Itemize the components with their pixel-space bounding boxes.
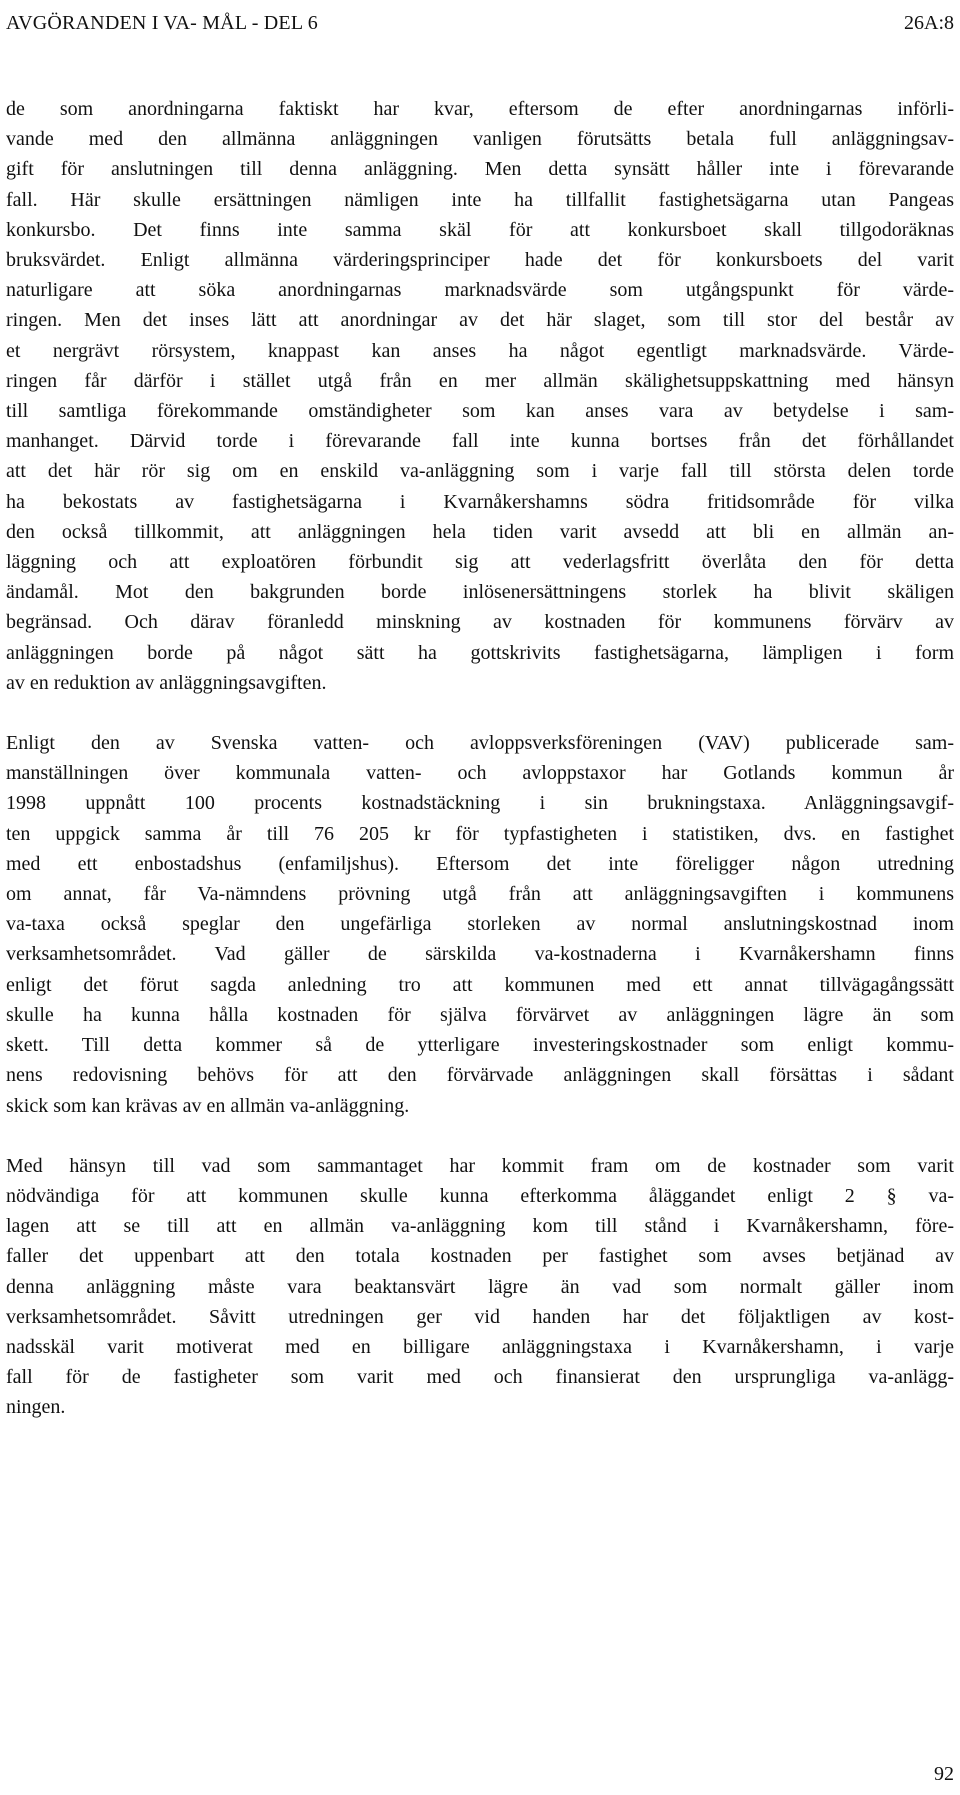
- document-body: [6, 94, 954, 1423]
- text-line: Med hänsyn till vad som sammantaget har kommit fram om de kostnader som varit: [6, 1154, 954, 1177]
- text-line: den också tillkommit, att anläggningen hela tiden varit avsedd att bli en allmän an-: [6, 520, 954, 543]
- text-line: skett. Till detta kommer så de ytterligare investeringskostnader som enligt kommu-: [6, 1034, 954, 1057]
- text-line: manhanget. Därvid torde i förevarande fall inte kunna bortses från det förhållandet: [6, 430, 954, 453]
- text-line: naturligare att söka anordningarnas marknadsvärde som utgångspunkt för värde-: [6, 279, 954, 302]
- paragraph-2: [6, 728, 954, 1121]
- page-header: [6, 6, 954, 40]
- text-line: konkursbo. Det finns inte samma skäl för att konkursboet skall tillgodoräknas: [6, 218, 954, 241]
- text-line: av en reduktion av anläggningsavgiften.: [6, 671, 327, 694]
- paragraph-3: [6, 1151, 954, 1423]
- text-line: faller det uppenbart att den totala kostnaden per fastighet som avses betjänad av: [6, 1245, 954, 1268]
- text-line: att det här rör sig om en enskild va-anläggning som i varje fall till största delen torde: [6, 460, 954, 483]
- running-title: AVGÖRANDEN I VA- MÅL - DEL 6: [6, 12, 318, 34]
- text-line: ten uppgick samma år till 76 205 kr för typfastigheten i statistiken, dvs. en fastighet: [6, 822, 954, 845]
- text-line: anläggningen borde på något sätt ha gottskrivits fastighetsägarna, lämpligen i form: [6, 641, 954, 664]
- page-number: 92: [934, 1763, 954, 1785]
- text-line: nödvändiga för att kommunen skulle kunna efterkomma åläggandet enligt 2 § va-: [6, 1184, 954, 1207]
- text-line: med ett enbostadshus (enfamiljshus). Eftersom det inte föreligger någon utredning: [6, 852, 954, 875]
- text-line: ringen. Men det inses lätt att anordningar av det här slaget, som till stor del består av: [6, 309, 954, 332]
- text-line: Enligt den av Svenska vatten- och avloppsverksföreningen (VAV) publicerade sam-: [6, 732, 954, 755]
- text-line: till samtliga förekommande omständigheter som kan anses vara av betydelse i sam-: [6, 400, 954, 423]
- text-line: 1998 uppnått 100 procents kostnadstäckning i sin brukningstaxa. Anläggningsavgif-: [6, 792, 954, 815]
- text-line: ha bekostats av fastighetsägarna i Kvarnåkershamns södra fritidsområde för vilka: [6, 490, 954, 513]
- text-line: ringen får därför i stället utgå från en mer allmän skälighetsuppskattning med hänsyn: [6, 369, 954, 392]
- text-line: enligt det förut sagda anledning tro att kommunen med ett annat tillvägagångssätt: [6, 973, 954, 996]
- text-line: denna anläggning måste vara beaktansvärt lägre än vad som normalt gäller inom: [6, 1275, 954, 1298]
- text-line: va-taxa också speglar den ungefärliga storleken av normal anslutningskostnad inom: [6, 913, 954, 936]
- text-line: skick som kan krävas av en allmän va-anläggning.: [6, 1094, 410, 1117]
- text-line: fall. Här skulle ersättningen nämligen inte ha tillfallit fastighetsägarna utan Pangeas: [6, 188, 954, 211]
- text-line: nens redovisning behövs för att den förvärvade anläggningen skall försättas i sådant: [6, 1064, 954, 1087]
- text-line: bruksvärdet. Enligt allmänna värderingsprinciper hade det för konkursboets del varit: [6, 249, 954, 272]
- text-line: de som anordningarna faktiskt har kvar, eftersom de efter anordningarnas införli-: [6, 98, 954, 120]
- text-line: gift för anslutningen till denna anläggning. Men detta synsätt håller inte i förevarande: [6, 158, 954, 181]
- text-line: verksamhetsområdet. Såvitt utredningen ger vid handen har det följaktligen av kost-: [6, 1305, 954, 1328]
- text-line: verksamhetsområdet. Vad gäller de särskilda va-kostnaderna i Kvarnåkershamn finns: [6, 943, 954, 966]
- text-line: ningen.: [6, 1396, 66, 1419]
- text-line: begränsad. Och därav föranledd minskning av kostnaden för kommunens förvärv av: [6, 611, 954, 634]
- section-reference: 26A:8: [904, 12, 954, 34]
- text-line: skulle ha kunna hålla kostnaden för själva förvärvet av anläggningen lägre än som: [6, 1003, 954, 1026]
- paragraph-1: [6, 94, 954, 698]
- text-line: et nergrävt rörsystem, knappast kan anses ha något egentligt marknadsvärde. Värde-: [6, 339, 954, 362]
- text-line: om annat, får Va-nämndens prövning utgå från att anläggningsavgiften i kommunens: [6, 883, 954, 906]
- text-line: nadsskäl varit motiverat med en billigare anläggningstaxa i Kvarnåkershamn, i varje: [6, 1335, 954, 1358]
- text-line: fall för de fastigheter som varit med och finansierat den ursprungliga va-anlägg-: [6, 1366, 954, 1389]
- text-line: ändamål. Mot den bakgrunden borde inlösenersättningens storlek ha blivit skäligen: [6, 581, 954, 604]
- text-line: manställningen över kommunala vatten- och avloppstaxor har Gotlands kommun år: [6, 762, 954, 785]
- text-line: lagen att se till att en allmän va-anläggning kom till stånd i Kvarnåkershamn, före-: [6, 1215, 954, 1238]
- text-line: vande med den allmänna anläggningen vanligen förutsätts betala full anläggningsav-: [6, 128, 954, 151]
- text-line: läggning och att exploatören förbundit sig att vederlagsfritt överlåta den för detta: [6, 551, 954, 574]
